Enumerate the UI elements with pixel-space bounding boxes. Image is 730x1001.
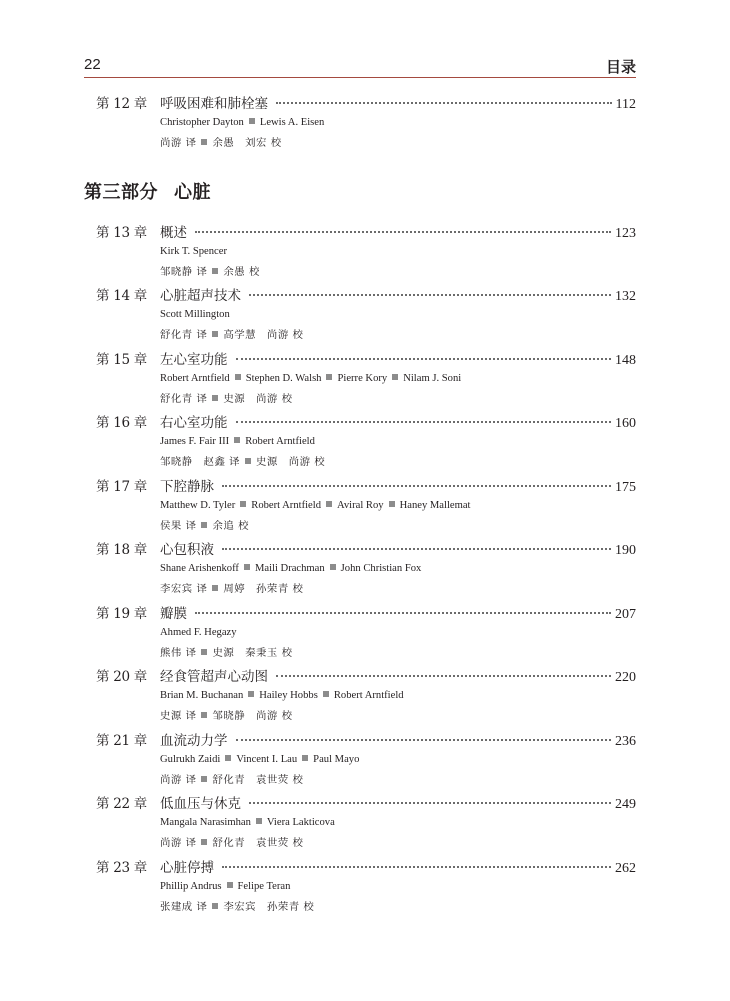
- translator-line: [160, 833, 636, 854]
- reviewers: 余愚 刘宏 校: [212, 137, 282, 149]
- chapter-title: 左心室功能: [160, 352, 228, 368]
- entry-heading: [96, 729, 636, 749]
- author-line: [160, 749, 636, 770]
- translator-line: [160, 262, 636, 283]
- page-reference: 262: [615, 861, 636, 876]
- page-number: 22: [84, 56, 101, 73]
- running-title: 目录: [605, 58, 636, 76]
- separator-square-icon: [201, 522, 207, 528]
- translator-line: [160, 325, 636, 346]
- toc-entry: [96, 348, 636, 410]
- chapter-label: 第 21 章: [96, 733, 147, 749]
- reviewers: 舒化青 袁世荧 校: [212, 837, 304, 849]
- chapter-title: 经食管超声心动图: [160, 669, 268, 685]
- chapter-label: 第 14 章: [96, 288, 147, 304]
- author-name: Christopher Dayton: [160, 117, 244, 128]
- author-name: Paul Mayo: [313, 754, 360, 765]
- chapter-label: 第 22 章: [96, 796, 147, 812]
- chapter-label: 第 23 章: [96, 860, 147, 876]
- dot-leader: [249, 294, 611, 296]
- chapter-title: 低血压与休克: [160, 796, 241, 812]
- page-reference: 207: [615, 607, 636, 622]
- dot-leader: [222, 485, 611, 487]
- author-name: Viera Lakticova: [266, 817, 335, 828]
- entry-heading: [96, 856, 636, 876]
- author-name: Shane Arishenkoff: [160, 563, 239, 574]
- separator-square-icon: [227, 882, 233, 888]
- page-reference: 236: [615, 734, 636, 749]
- separator-square-icon: [389, 501, 395, 507]
- toc-entry: [96, 602, 636, 664]
- author-name: Matthew D. Tyler: [160, 500, 236, 511]
- translators: 舒化青 译: [160, 393, 208, 405]
- toc-entry: [96, 856, 636, 918]
- reviewers: 史源 尚游 校: [256, 456, 326, 468]
- page-reference: 160: [615, 416, 636, 431]
- separator-square-icon: [212, 585, 218, 591]
- page-reference: 220: [615, 670, 636, 685]
- author-name: Robert Arntfield: [251, 500, 321, 511]
- chapter-label: 第 13 章: [96, 225, 147, 241]
- separator-square-icon: [245, 458, 251, 464]
- author-name: Stephen D. Walsh: [245, 373, 322, 384]
- translator-line: [160, 452, 636, 473]
- translator-line: [160, 579, 636, 600]
- dot-leader: [222, 548, 611, 550]
- author-name: Hailey Hobbs: [259, 690, 318, 701]
- entry-heading: [96, 792, 636, 812]
- entry-heading: [96, 221, 636, 241]
- separator-square-icon: [201, 649, 207, 655]
- toc-entry: [96, 221, 636, 283]
- toc-entry: [96, 475, 636, 537]
- author-name: Robert Arntfield: [160, 373, 230, 384]
- entry-heading: [96, 92, 636, 112]
- separator-square-icon: [225, 755, 231, 761]
- translators: 舒化青 译: [160, 329, 208, 341]
- dot-leader: [249, 802, 611, 804]
- separator-square-icon: [201, 839, 207, 845]
- author-line: [160, 685, 636, 706]
- author-name: Aviral Roy: [337, 500, 384, 511]
- chapter-title: 瓣膜: [160, 606, 187, 622]
- separator-square-icon: [326, 501, 332, 507]
- entry-heading: [96, 411, 636, 431]
- author-name: Gulrukh Zaidi: [160, 754, 221, 765]
- separator-square-icon: [201, 776, 207, 782]
- chapter-label: 第 12 章: [96, 96, 147, 112]
- author-name: Robert Arntfield: [245, 436, 315, 447]
- author-name: Pierre Kory: [337, 373, 388, 384]
- translators: 邹晓静 译: [160, 266, 208, 278]
- separator-square-icon: [256, 818, 262, 824]
- page-reference: 175: [615, 480, 636, 495]
- page-reference: 190: [615, 543, 636, 558]
- dot-leader: [222, 866, 611, 868]
- translators: 熊伟 译: [160, 647, 197, 659]
- page-reference: 123: [615, 226, 636, 241]
- chapter-title: 下腔静脉: [160, 479, 214, 495]
- author-name: Kirk T. Spencer: [160, 246, 227, 257]
- author-line: [160, 112, 636, 133]
- author-name: Mangala Narasimhan: [160, 817, 251, 828]
- author-name: Maili Drachman: [254, 563, 325, 574]
- author-line: [160, 558, 636, 579]
- toc-entry: [96, 92, 636, 154]
- chapter-label: 第 16 章: [96, 415, 147, 431]
- dot-leader: [276, 675, 611, 677]
- chapter-label: 第 15 章: [96, 352, 147, 368]
- reviewers: 史源 秦秉玉 校: [212, 647, 293, 659]
- separator-square-icon: [235, 374, 241, 380]
- separator-square-icon: [234, 437, 240, 443]
- page-reference: 132: [615, 289, 636, 304]
- separator-square-icon: [212, 395, 218, 401]
- separator-square-icon: [302, 755, 308, 761]
- author-name: Vincent I. Lau: [236, 754, 298, 765]
- translator-line: [160, 516, 636, 537]
- author-name: John Christian Fox: [340, 563, 422, 574]
- translators: 张建成 译: [160, 901, 208, 913]
- reviewers: 邹晓静 尚游 校: [212, 710, 293, 722]
- separator-square-icon: [212, 331, 218, 337]
- chapter-title: 心脏超声技术: [160, 288, 241, 304]
- separator-square-icon: [212, 268, 218, 274]
- separator-square-icon: [330, 564, 336, 570]
- reviewers: 李宏宾 孙荣青 校: [223, 901, 315, 913]
- reviewers: 余愚 校: [223, 266, 260, 278]
- translator-line: [160, 897, 636, 918]
- separator-square-icon: [212, 903, 218, 909]
- dot-leader: [236, 739, 612, 741]
- translator-line: [160, 389, 636, 410]
- author-name: Nilam J. Soni: [403, 373, 462, 384]
- dot-leader: [195, 612, 611, 614]
- entry-heading: [96, 475, 636, 495]
- translators: 侯果 译: [160, 520, 197, 532]
- translators: 史源 译: [160, 710, 197, 722]
- author-line: [160, 812, 636, 833]
- author-name: Phillip Andrus: [160, 881, 222, 892]
- translator-line: [160, 133, 636, 154]
- separator-square-icon: [323, 691, 329, 697]
- author-name: Haney Mallemat: [399, 500, 471, 511]
- toc-entry: [96, 411, 636, 473]
- author-line: [160, 304, 636, 325]
- author-name: Ahmed F. Hegazy: [160, 627, 237, 638]
- dot-leader: [195, 231, 611, 233]
- author-name: Scott Millington: [160, 309, 230, 320]
- author-name: Felipe Teran: [237, 881, 291, 892]
- reviewers: 周婷 孙荣青 校: [223, 583, 304, 595]
- toc-entry: [96, 729, 636, 791]
- section-title: 心脏: [174, 182, 211, 203]
- author-name: Lewis A. Eisen: [259, 117, 325, 128]
- translators: 尚游 译: [160, 137, 197, 149]
- translators: 邹晓静 赵鑫 译: [160, 456, 241, 468]
- entry-heading: [96, 284, 636, 304]
- separator-square-icon: [392, 374, 398, 380]
- chapter-label: 第 17 章: [96, 479, 147, 495]
- entry-heading: [96, 348, 636, 368]
- author-line: [160, 241, 636, 262]
- reviewers: 舒化青 袁世荧 校: [212, 774, 304, 786]
- reviewers: 高学慧 尚游 校: [223, 329, 304, 341]
- entry-heading: [96, 602, 636, 622]
- separator-square-icon: [248, 691, 254, 697]
- separator-square-icon: [249, 118, 255, 124]
- translator-line: [160, 643, 636, 664]
- toc-entry: [96, 538, 636, 600]
- toc-entry: [96, 284, 636, 346]
- toc-entry: [96, 792, 636, 854]
- author-line: [160, 495, 636, 516]
- author-line: [160, 431, 636, 452]
- dot-leader: [236, 421, 612, 423]
- translator-line: [160, 706, 636, 727]
- toc-entry: [96, 665, 636, 727]
- chapter-title: 呼吸困难和肺栓塞: [160, 96, 268, 112]
- chapter-title: 血流动力学: [160, 733, 228, 749]
- separator-square-icon: [244, 564, 250, 570]
- entry-heading: [96, 538, 636, 558]
- section-part: 第三部分: [84, 182, 158, 203]
- section-heading: [84, 178, 211, 204]
- chapter-label: 第 19 章: [96, 606, 147, 622]
- dot-leader: [236, 358, 612, 360]
- entry-heading: [96, 665, 636, 685]
- translators: 李宏宾 译: [160, 583, 208, 595]
- chapter-title: 心脏停搏: [160, 860, 214, 876]
- dot-leader: [276, 102, 612, 104]
- separator-square-icon: [240, 501, 246, 507]
- chapter-title: 心包积液: [160, 542, 214, 558]
- chapter-title: 概述: [160, 225, 187, 241]
- reviewers: 余追 校: [212, 520, 249, 532]
- page-reference: 148: [615, 353, 636, 368]
- author-name: Robert Arntfield: [333, 690, 404, 701]
- author-line: [160, 622, 636, 643]
- chapter-label: 第 20 章: [96, 669, 147, 685]
- translators: 尚游 译: [160, 774, 197, 786]
- chapter-label: 第 18 章: [96, 542, 147, 558]
- separator-square-icon: [326, 374, 332, 380]
- reviewers: 史源 尚游 校: [223, 393, 293, 405]
- separator-square-icon: [201, 139, 207, 145]
- author-line: [160, 876, 636, 897]
- translators: 尚游 译: [160, 837, 197, 849]
- chapter-title: 右心室功能: [160, 415, 228, 431]
- header-rule: [84, 77, 636, 78]
- author-line: [160, 368, 636, 389]
- translator-line: [160, 770, 636, 791]
- separator-square-icon: [201, 712, 207, 718]
- author-name: James F. Fair III: [160, 436, 230, 447]
- page-reference: 249: [615, 797, 636, 812]
- page-reference: 112: [615, 97, 636, 112]
- author-name: Brian M. Buchanan: [160, 690, 244, 701]
